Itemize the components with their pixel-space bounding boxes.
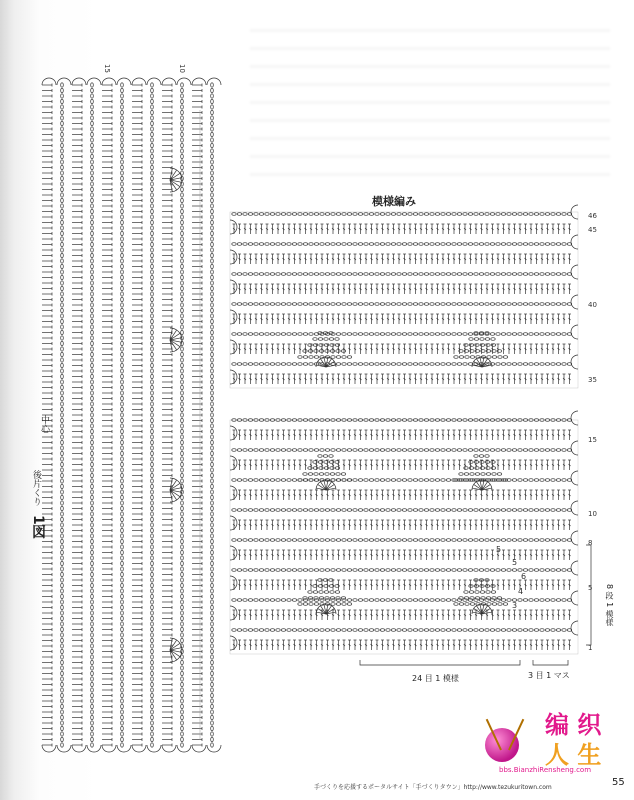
footer-text: 手づくりを応援するポータルサイト「手づくりタウン」http://www.tezukuritown.com — [314, 784, 552, 791]
left-row-number-15: 15 — [103, 64, 111, 73]
watermark-line2: 人 生 — [545, 741, 602, 769]
figure-subtitle: 後片くり — [31, 470, 41, 506]
pattern-repeat-label: 24 目 1 模様 — [412, 674, 459, 683]
figure-number-digit: 1 — [30, 515, 46, 525]
figure-number — [28, 515, 48, 539]
row-number-5: 5 — [588, 584, 593, 592]
page-number: 55 — [612, 777, 625, 788]
figure-number-kanji: 図 — [30, 524, 46, 539]
row-number-10: 10 — [588, 510, 597, 518]
row-number-46: 46 — [588, 212, 597, 220]
stitch-symbols — [42, 78, 591, 752]
row-repeat-label: 8 段 1 模様 — [605, 584, 614, 626]
row-number-1: 1 — [588, 644, 593, 652]
row-number-8: 8 — [588, 539, 593, 547]
inner-row-5a: 5 — [496, 545, 502, 554]
yarn-ball-logo-icon — [485, 728, 519, 762]
center-mark: 中心 — [39, 415, 49, 433]
left-row-number-10: 10 — [178, 64, 186, 73]
inner-row-4: 4 — [518, 587, 524, 596]
row-number-35: 35 — [588, 376, 597, 384]
row-number-15: 15 — [588, 436, 597, 444]
inner-row-5b: 5 — [512, 558, 518, 567]
pattern-title: 模様編み — [372, 195, 416, 208]
inner-row-3: 3 — [512, 601, 518, 610]
watermark-url: bbs.BianzhiRensheng.com — [499, 766, 592, 774]
edge-label: 3 目 1 マス — [528, 671, 570, 680]
inner-row-6: 6 — [521, 572, 527, 581]
row-number-45: 45 — [588, 226, 597, 234]
watermark-line1: 编 织 — [545, 711, 602, 739]
row-number-40: 40 — [588, 301, 597, 309]
